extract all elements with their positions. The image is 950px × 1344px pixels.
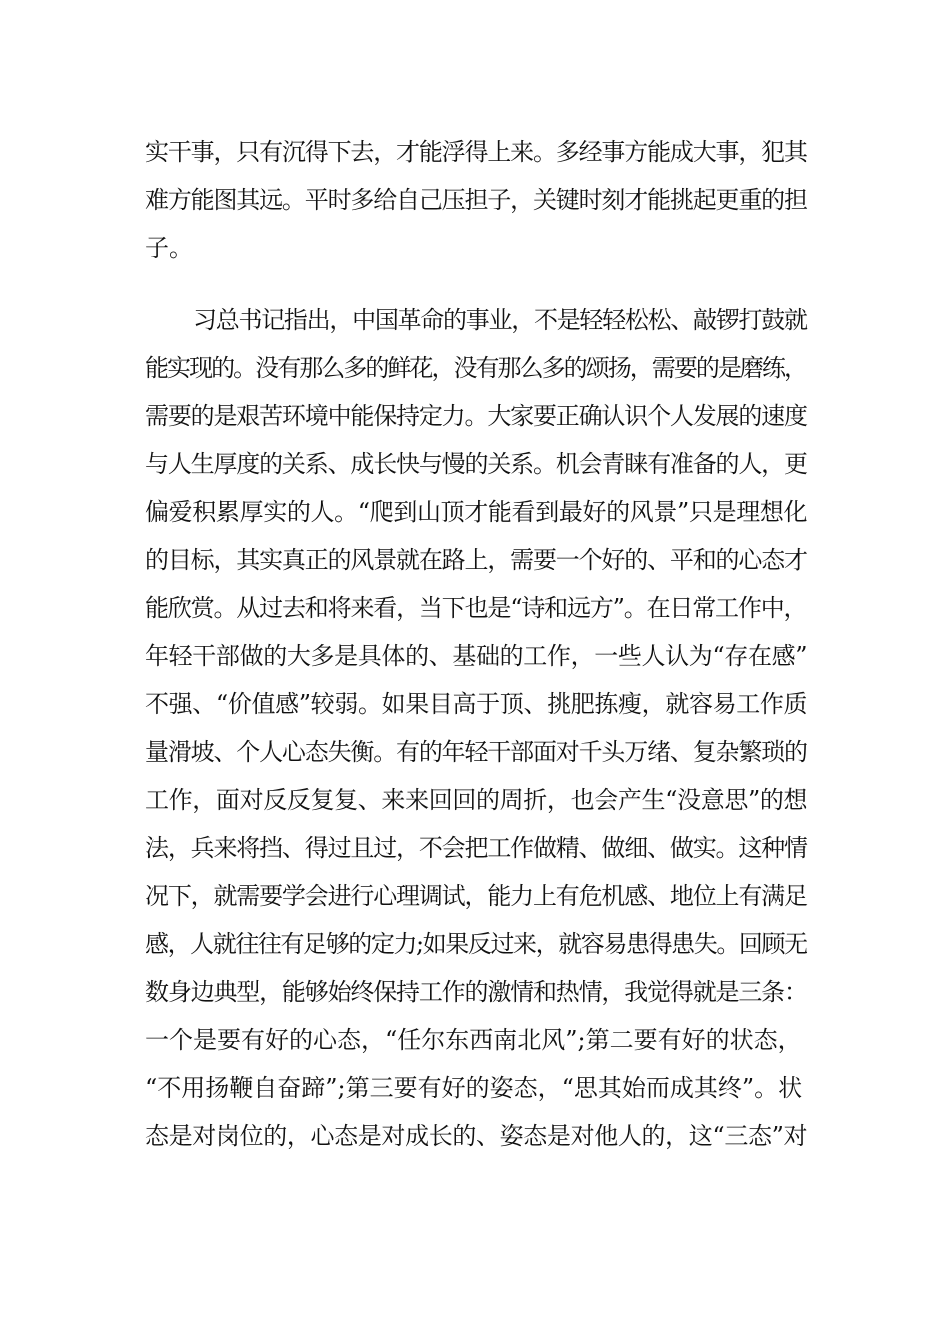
paragraph-2-line-2: 能实现的。没有那么多的鲜花，没有那么多的颂扬，需要的是磨练， xyxy=(145,354,807,382)
paragraph-2-line-1: 习总书记指出，中国革命的事业，不是轻轻松松、敲锣打鼓就 xyxy=(193,306,807,334)
paragraph-2-line-6: 的目标，其实真正的风景就在路上，需要一个好的、平和的心态才 xyxy=(145,546,807,574)
paragraph-2-line-9: 不强、“价值感”较弱。如果目高于顶、挑肥拣瘦，就容易工作质 xyxy=(145,690,808,718)
paragraph-1-line-3: 子。 xyxy=(145,234,193,262)
paragraph-2-line-18: 态是对岗位的，心态是对成长的、姿态是对他人的，这“三态”对 xyxy=(145,1122,808,1150)
paragraph-2-line-10: 量滑坡、个人心态失衡。有的年轻干部面对千头万绪、复杂繁琐的 xyxy=(145,738,807,766)
paragraph-2-line-16: 一个是要有好的心态，“任尔东西南北风”;第二要有好的状态， xyxy=(145,1026,802,1054)
paragraph-2-line-3: 需要的是艰苦环境中能保持定力。大家要正确认识个人发展的速度 xyxy=(145,402,807,430)
paragraph-2-line-14: 感，人就往往有足够的定力;如果反过来，就容易患得患失。回顾无 xyxy=(145,930,807,958)
paragraph-2-line-4: 与人生厚度的关系、成长快与慢的关系。机会青睐有准备的人，更 xyxy=(145,450,807,478)
paragraph-2-line-11: 工作，面对反反复复、来来回回的周折，也会产生“没意思”的想 xyxy=(145,786,808,814)
paragraph-1-line-1: 实干事，只有沉得下去，才能浮得上来。多经事方能成大事，犯其 xyxy=(145,138,807,166)
paragraph-2-line-7: 能欣赏。从过去和将来看，当下也是“诗和远方”。在日常工作中， xyxy=(145,594,807,622)
paragraph-2-line-15: 数身边典型，能够始终保持工作的激情和热情，我觉得就是三条： xyxy=(145,978,807,1006)
paragraph-2-line-13: 况下，就需要学会进行心理调试，能力上有危机感、地位上有满足 xyxy=(145,882,807,910)
paragraph-2-line-17: “不用扬鞭自奋蹄”;第三要有好的姿态，“思其始而成其终”。状 xyxy=(145,1074,803,1102)
paragraph-2-line-8: 年轻干部做的大多是具体的、基础的工作，一些人认为“存在感” xyxy=(145,642,808,670)
paragraph-2-line-5: 偏爱积累厚实的人。“爬到山顶才能看到最好的风景”只是理想化 xyxy=(145,498,808,526)
paragraph-1-line-2: 难方能图其远。平时多给自己压担子，关键时刻才能挑起更重的担 xyxy=(145,186,807,214)
paragraph-2-line-12: 法，兵来将挡、得过且过，不会把工作做精、做细、做实。这种情 xyxy=(145,834,807,862)
